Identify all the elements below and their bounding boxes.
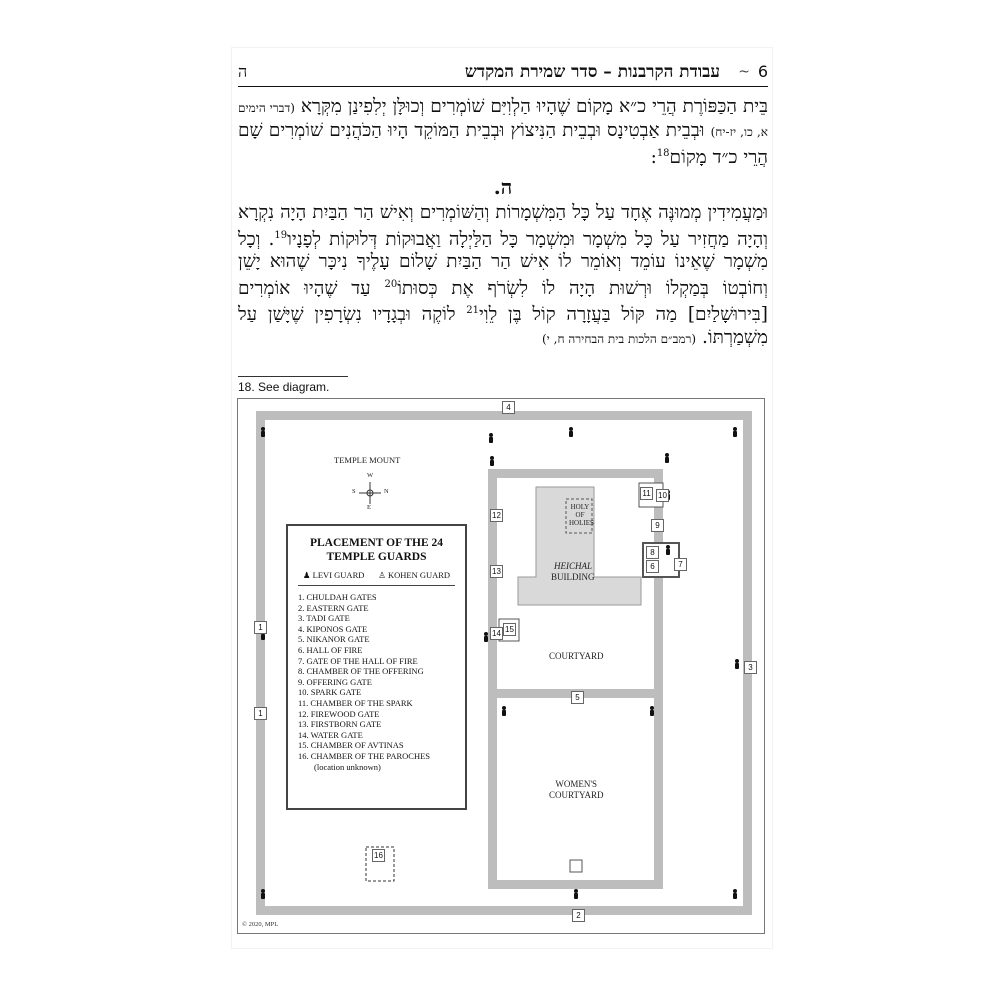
paragraph-1b-text: וּבְבֵית אַבְטִינָס וּבְבֵית הַנִּיצוֹץ וּבְבֵית הַמּוֹקֵד הָיוּ הַכֹּהֲנִים שׁוֹמְרִים שָׁם הֲרֵי כ״ד מָקוֹם [238, 119, 768, 169]
eastern-gate-box [570, 860, 582, 872]
gate-number-10: 10 [656, 489, 669, 502]
footnote-rule [238, 376, 348, 377]
hebrew-body-text [238, 96, 768, 351]
legend-item: 7. GATE OF THE HALL OF FIRE [298, 655, 418, 666]
azara-wall-east [654, 469, 663, 889]
legend-item: 14. WATER GATE [298, 729, 363, 740]
legend-title [288, 536, 465, 564]
compass-rose [359, 482, 381, 504]
legend-box [286, 524, 467, 810]
compass-n: N [384, 488, 389, 495]
gate-number-1: 1 [254, 707, 267, 720]
guard-figure [666, 545, 670, 555]
gate-number-2: 2 [572, 909, 585, 922]
label-holy: HOLY [570, 503, 590, 511]
paragraph-1-text: בֵּית הַכַּפּוֹרֶת הֲרֵי כ״א מָקוֹם שֶׁהָיוּ הַלְוִיִּם שׁוֹמְרִים וְכוּלָּן יְלִפִינַן מִקְּרָא [300, 96, 768, 117]
gate-number-8: 8 [646, 546, 659, 559]
footnote-ref-21[interactable]: 21 [466, 305, 479, 317]
label-courtyard: COURTYARD [549, 651, 604, 661]
legend-item: 1. CHULDAH GATES [298, 592, 377, 602]
legend-item: 16. CHAMBER OF THE PAROCHES [298, 750, 431, 761]
header-hebrew-letter: ה [238, 62, 248, 81]
gate-number-1: 1 [254, 621, 267, 634]
guard-figure [490, 456, 494, 466]
legend-levi-label: LEVI GUARD [312, 570, 365, 580]
legend-item: 10. SPARK GATE [298, 687, 362, 698]
paragraph-2b-text: . וְכָל מִשְׁמָר שֶׁאֵינוֹ עוֹמֵד וְאוֹמֵר לוֹ אִישׁ הַר הַבַּיִת שָׁלוֹם עָלֶיךָ נִיכָּר שֶׁהוּא יָשֵׁן וְחוֹבְטוֹ בְּמַקְלוֹ וּרְשׁוּת הָיָה לוֹ לִשְׂרֹף אֶת כְּסוּתוֹ [238, 228, 768, 299]
gate-number-3: 3 [744, 661, 757, 674]
paragraph-2 [238, 202, 768, 350]
legend-levi-key [303, 570, 364, 581]
label-building: BUILDING [551, 572, 595, 582]
kohen-guard-icon: ♙ [378, 570, 386, 580]
gate-number-15: 15 [503, 623, 516, 636]
legend-item: 9. OFFERING GATE [298, 676, 372, 687]
guard-figure [574, 889, 578, 899]
gate-number-12: 12 [490, 509, 503, 522]
guard-figure [502, 706, 506, 716]
legend-keys [296, 570, 457, 581]
guard-figure [650, 706, 654, 716]
copyright-notice: © 2020, MPL [242, 921, 279, 928]
guard-figure [733, 427, 737, 437]
compass-e: E [367, 504, 371, 511]
guard-figure [733, 889, 737, 899]
legend-item: 8. CHAMBER OF THE OFFERING [298, 666, 424, 677]
temple-guards-diagram [237, 398, 765, 934]
gate-number-11: 11 [640, 487, 653, 500]
gate-number-9: 9 [651, 519, 664, 532]
legend-item: 13. FIRSTBORN GATE [298, 719, 382, 730]
guard-figure [484, 632, 488, 642]
legend-item: 12. FIREWOOD GATE [298, 708, 380, 719]
gate-number-4: 4 [502, 401, 515, 414]
azara-wall-west [488, 469, 497, 889]
guard-figure [735, 659, 739, 669]
label-womens: WOMEN'S [555, 779, 598, 789]
outer-wall-bottom [256, 906, 752, 915]
legend-item: 3. TADI GATE [298, 613, 350, 624]
guard-figure [569, 427, 573, 437]
legend-separator [298, 585, 455, 586]
header-title: עבודת הקרבנות – סדר שמירת המקדש [464, 62, 720, 82]
header-ornament: ~ [738, 64, 750, 80]
guard-figure [261, 889, 265, 899]
gate-number-16: 16 [372, 849, 385, 862]
running-header [238, 62, 768, 86]
gate-number-14: 14 [490, 627, 503, 640]
guard-figure [261, 427, 265, 437]
azara-wall-top [488, 469, 663, 478]
paragraph-2d-text: לוֹקֶה וּבְגָדָיו נִשְׂרָפִין שֶׁיָּשַׁן עַל מִשְׁמַרְתּוֹ. [238, 304, 768, 349]
guard-figure [665, 453, 669, 463]
header-rule [238, 86, 768, 87]
womens-court-wall-bottom [488, 880, 663, 889]
compass-w: W [367, 472, 374, 479]
label-holies: HOLIES [569, 519, 594, 527]
gate-number-7: 7 [674, 558, 687, 571]
citation-divrei-hayamim: (דברי הימים א, כו, יז-יח) [238, 101, 769, 139]
label-womens-courtyard [549, 779, 603, 801]
legend-title-line2: TEMPLE GUARDS [326, 551, 427, 563]
legend-item: 11. CHAMBER OF THE SPARK [298, 697, 413, 708]
gate-number-13: 13 [490, 565, 503, 578]
footnote-ref-20[interactable]: 20 [384, 278, 398, 290]
legend-kohen-key [378, 570, 450, 581]
legend-item: 5. NIKANOR GATE [298, 634, 370, 645]
legend-item: 2. EASTERN GATE [298, 602, 369, 613]
gate-number-6: 6 [646, 560, 659, 573]
footnote-18: 18. See diagram. [238, 380, 330, 394]
paragraph-2-text: וּמַעֲמִידִין מְמוּנֶּה אֶחָד עַל כָּל הַמִּשְׁמָרוֹת וְהַשּׁוֹמְרִים וְאִישׁ הַר הַבַּיִת הָיָה נִקְרָא וְהָיָה מַחֲזִיר עַל כָּל מִשְׁמָר וּמִשְׁמָר כָּל הַלַּיְלָה וַאֲבוּקוֹת דְּלוּקוֹת לְפָנָיו [238, 202, 768, 250]
label-of: OF [575, 511, 585, 519]
legend-list [288, 592, 465, 772]
levi-guard-icon: ♟ [302, 570, 311, 580]
footnote-ref-18[interactable]: 18 [656, 148, 670, 159]
label-heichal: HEICHAL [554, 561, 592, 571]
compass-s: S [352, 488, 356, 495]
outer-wall-west [256, 411, 265, 915]
legend-kohen-label: KOHEN GUARD [387, 570, 451, 580]
legend-item: 15. CHAMBER OF AVTINAS [298, 740, 404, 751]
citation-rambam: (רמב״ם הלכות בית הבחירה ח, י) [542, 332, 697, 347]
label-womens-courtyard-word: COURTYARD [549, 790, 604, 800]
label-holy-of-holies [569, 503, 594, 527]
section-heading: ה. [493, 174, 513, 199]
legend-title-line1: PLACEMENT OF THE 24 [309, 537, 443, 549]
label-temple-mount: TEMPLE MOUNT [334, 455, 401, 465]
page-number: 6 [757, 62, 768, 81]
footnote-ref-19[interactable]: 19 [274, 229, 288, 241]
guard-figure [489, 433, 493, 443]
paragraph-2c-text: עַד שֶׁהָיוּ אוֹמְרִים [בִּירוּשָׁלַיִם] מַה קּוֹל בַּעֲזָרָה קוֹל בֶּן לֵוִי [238, 277, 768, 326]
legend-item: 4. KIPONOS GATE [298, 623, 368, 634]
legend-item: 6. HALL OF FIRE [298, 644, 363, 655]
paragraph-1: בֵּית הַכַּפּוֹרֶת הֲרֵי כ״א מָקוֹם שֶׁהָיוּ הַלְוִיִּם שׁוֹמְרִים וְכוּלָּן יְלִפִינַן מִקְּרָא (דברי הימים א, כו, יז-יח) וּבְבֵית אַבְטִינָס וּבְבֵית הַנִּיצוֹץ וּבְבֵית הַמּוֹקֵד הָיוּ הַכֹּהֲנִים שׁוֹמְרִים שָׁם הֲרֵי כ״ד מָקוֹם$^{18}$: [238, 96, 769, 169]
legend-item: (location unknown) [314, 761, 381, 772]
gate-number-5: 5 [571, 691, 584, 704]
